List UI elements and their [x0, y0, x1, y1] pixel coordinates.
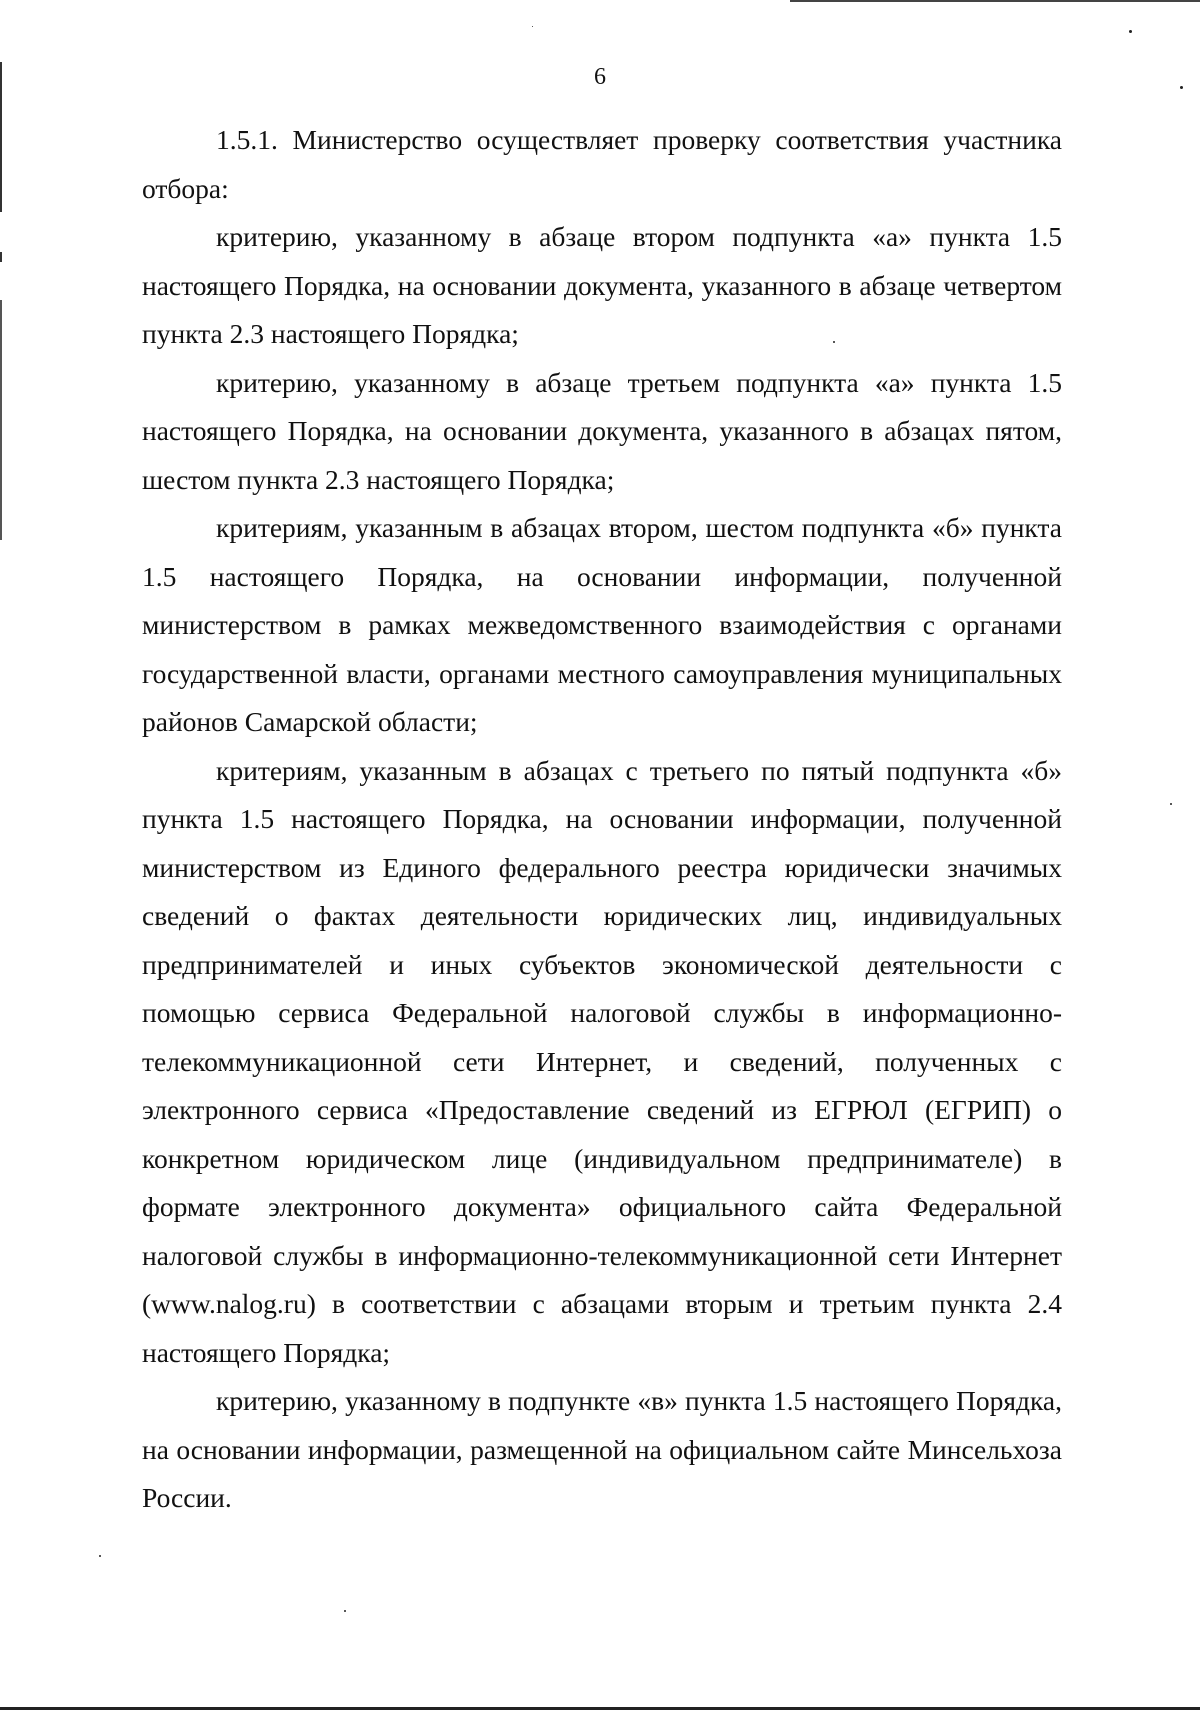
scan-speck — [1129, 30, 1132, 33]
scan-speck — [1170, 803, 1172, 805]
scan-edge-mark — [0, 300, 2, 540]
paragraph-criterion-a-3: критерию, указанному в абзаце третьем подпункта «а» пункта 1.5 настоящего Порядка, на основании документа, указанного в абзацах пятом, шестом пункта 2.3 настоящего Порядка; — [142, 366, 1062, 495]
paragraph-criterion-a-2: критерию, указанному в абзаце втором подпункта «а» пункта 1.5 настоящего Порядка, на основании документа, указанного в абзаце четвертом пункта 2.3 настоящего Порядка; — [142, 221, 1062, 349]
document-body — [142, 116, 1062, 1523]
page-number: 6 — [594, 64, 606, 90]
paragraph-criterion-v: критерию, указанному в подпункте «в» пункта 1.5 настоящего Порядка, на основании информации, размещенной на официальном сайте Минсельхоза России. — [142, 1385, 1062, 1513]
paragraph-criteria-b-2-6: критериям, указанным в абзацах втором, шестом подпункта «б» пункта 1.5 настоящего Порядка, на основании информации, полученной министерством в рамках межведомственного взаимодействия с органами государственной власти, органами местного самоуправления муниципальных районов Самарской области; — [142, 512, 1062, 737]
scan-speck — [99, 1555, 101, 1557]
scan-speck — [532, 26, 533, 27]
scan-top-line — [790, 0, 1200, 2]
scan-speck — [344, 1610, 346, 1612]
paragraph-1-5-1: 1.5.1. Министерство осуществляет проверку соответствия участника отбора: — [142, 124, 1062, 204]
paragraph-criteria-b-3-5: критериям, указанным в абзацах с третьего по пятый подпункта «б» пункта 1.5 настоящего Порядка, на основании информации, полученной министерством из Единого федерального реестра юридически значимых сведений о фактах деятельности юридических лиц, индивидуальных предпринимателей и иных субъектов экономической деятельности с помощью сервиса Федеральной налоговой службы в информационно-телекоммуникационной сети Интернет, и сведений, полученных с электронного сервиса «Предоставление сведений из ЕГРЮЛ (ЕГРИП) о конкретном юридическом лице (индивидуальном предпринимателе) в формате электронного документа» официального сайта Федеральной налоговой службы в информационно-телекоммуникационной сети Интернет (www.nalog.ru) в соответствии с абзацами вторым и третьим пункта 2.4 настоящего Порядка; — [142, 754, 1062, 1368]
scan-edge-mark — [0, 252, 2, 262]
scan-bottom-line — [0, 1707, 1200, 1710]
